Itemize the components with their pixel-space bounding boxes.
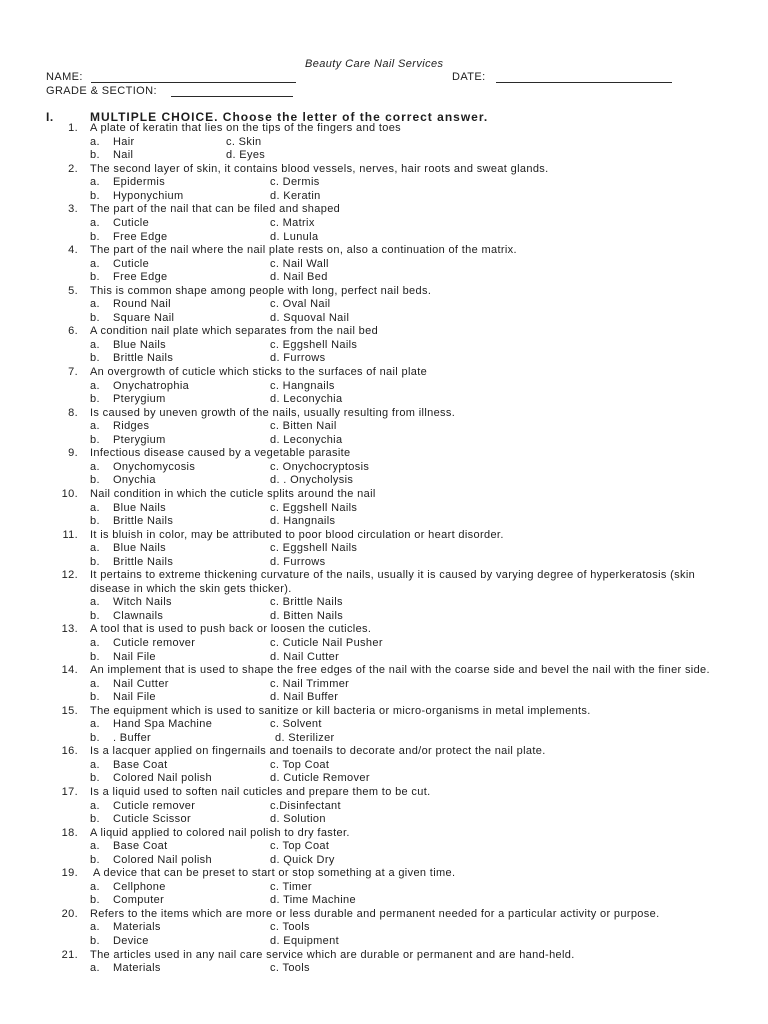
option-row [0,813,768,827]
question-item [0,529,768,570]
question-number: 4. [68,244,78,257]
option-choice: d. Furrows [270,555,326,568]
question-line [0,908,768,922]
option-text: Pterygium [113,393,166,406]
option-letter: b. [90,894,100,907]
question-item [0,745,768,786]
question-item [0,664,768,705]
option-row [0,420,768,434]
option-letter: b. [90,433,100,446]
question-line [0,786,768,800]
option-letter: b. [90,474,100,487]
option-choice: d. Nail Buffer [270,691,339,704]
question-number: 2. [68,162,78,175]
option-choice: c. Tools [270,921,310,934]
option-letter: b. [90,311,100,324]
question-item [0,827,768,868]
question-text: Is a liquid used to soften nail cuticles and prepare them to be cut. [90,785,431,798]
question-text: A plate of keratin that lies on the tips of the fingers and toes [90,122,402,135]
question-number: 6. [68,325,78,338]
option-choice: d. Solution [270,813,326,826]
option-choice: c. Top Coat [270,840,330,853]
option-letter: b. [90,149,100,162]
option-row [0,474,768,488]
question-line [0,529,768,543]
option-row [0,556,768,570]
question-text: An overgrowth of cuticle which sticks to the surfaces of nail plate [90,366,428,379]
option-row [0,935,768,949]
option-choice: c. Eggshell Nails [270,542,358,555]
question-item [0,705,768,746]
option-letter: a. [90,257,100,270]
question-line [0,366,768,380]
question-item [0,488,768,529]
option-letter: a. [90,799,100,812]
option-text: Base Coat [113,840,168,853]
option-letter: a. [90,420,100,433]
question-number: 19. [61,867,78,880]
question-number: 3. [68,203,78,216]
question-text: This is common shape among people with long, perfect nail beds. [90,284,432,297]
option-choice: d. Bitten Nails [270,609,344,622]
option-text: Nail File [113,691,156,704]
question-number: 10. [61,487,78,500]
question-text: The part of the nail where the nail plate rests on, also a continuation of the matrix. [90,244,517,257]
option-choice: d. Furrows [270,352,326,365]
option-row [0,258,768,272]
question-line [0,949,768,963]
option-row [0,596,768,610]
question-number: 1. [68,122,78,135]
option-letter: a. [90,379,100,392]
option-letter: b. [90,853,100,866]
grade-section-label: GRADE & SECTION: [46,85,157,97]
question-text: Is a lacquer applied on fingernails and toenails to decorate and/or protect the nail plate. [90,745,546,758]
option-text: Device [113,935,149,947]
option-text: Brittle Nails [113,555,174,568]
option-text: Clawnails [113,609,164,622]
question-number: 17. [61,785,78,798]
option-letter: b. [90,650,100,663]
section-number: I. [46,109,54,124]
question-text: Is caused by uneven growth of the nails, usually resulting from illness. [90,406,456,419]
question-line [0,488,768,502]
option-row [0,339,768,353]
option-text: Cellphone [113,880,166,893]
option-row [0,881,768,895]
option-text: Computer [113,894,165,907]
question-list [0,122,768,975]
option-row [0,515,768,529]
option-row [0,380,768,394]
option-choice: c. Dermis [270,176,320,189]
option-row [0,393,768,407]
question-number: 5. [68,284,78,297]
option-text: . Buffer [113,731,152,744]
option-letter: b. [90,935,100,947]
option-letter: a. [90,718,100,731]
option-row [0,651,768,665]
option-letter: a. [90,135,100,148]
option-choice: d. Leconychia [270,393,343,406]
option-row [0,461,768,475]
question-item [0,623,768,664]
option-text: Pterygium [113,433,166,446]
option-letter: a. [90,921,100,934]
option-letter: a. [90,962,100,975]
option-letter: a. [90,880,100,893]
question-item [0,407,768,448]
option-text: Cuticle Scissor [113,813,191,826]
option-choice: d. . Onycholysis [270,474,354,487]
option-choice: c. Oval Nail [270,298,331,311]
option-text: Ridges [113,420,150,433]
question-line [0,745,768,759]
option-letter: a. [90,542,100,555]
option-choice: c. Brittle Nails [270,596,343,609]
option-letter: a. [90,217,100,230]
question-line [0,827,768,841]
option-letter: a. [90,176,100,189]
question-item [0,867,768,908]
option-choice: d. Quick Dry [270,853,335,866]
question-number: 14. [61,664,78,677]
option-choice: c. Bitten Nail [270,420,337,433]
question-text: It pertains to extreme thickening curvature of the nails, usually it is caused by varying degree of hyperkeratosis (skin [90,569,696,582]
question-text: A tool that is used to push back or loosen the cuticles. [90,623,372,636]
option-text: Base Coat [113,758,168,771]
option-choice: c. Solvent [270,718,322,731]
option-row [0,312,768,326]
option-letter: a. [90,677,100,690]
option-text: Cuticle [113,257,150,270]
option-row [0,894,768,908]
option-text: Hyponychium [113,189,184,202]
question-item [0,163,768,204]
option-letter: a. [90,636,100,649]
option-text: Materials [113,962,161,975]
option-text: Hair [113,135,135,148]
option-row [0,637,768,651]
option-text: Nail [113,149,134,162]
question-item [0,786,768,827]
question-line [0,623,768,637]
option-row [0,298,768,312]
option-letter: b. [90,772,100,785]
option-row [0,840,768,854]
option-text: Onychia [113,474,156,487]
option-text: Cuticle remover [113,799,196,812]
option-choice: d. Keratin [270,189,321,202]
option-letter: a. [90,460,100,473]
option-text: Onychatrophia [113,379,190,392]
option-row [0,502,768,516]
option-text: Cuticle [113,217,150,230]
option-row [0,190,768,204]
option-row [0,691,768,705]
option-letter: a. [90,501,100,514]
option-choice: c. Tools [270,962,310,975]
option-text: Colored Nail polish [113,772,212,785]
option-letter: b. [90,731,100,744]
option-choice: c. Top Coat [270,758,330,771]
name-blank-line [91,82,296,83]
question-line [0,244,768,258]
date-label: DATE: [452,71,486,83]
option-choice: d. Sterilizer [275,731,335,744]
option-letter: b. [90,609,100,622]
question-line [0,569,768,583]
option-choice: d. Squoval Nail [270,311,350,324]
option-row [0,800,768,814]
option-letter: b. [90,515,100,528]
name-label: NAME: [46,71,83,83]
option-text: Hand Spa Machine [113,718,213,731]
option-row [0,772,768,786]
option-row [0,352,768,366]
option-text: Nail File [113,650,156,663]
question-number: 20. [61,907,78,920]
question-number: 7. [68,366,78,379]
question-item [0,569,768,623]
option-text: Colored Nail polish [113,853,212,866]
option-letter: a. [90,596,100,609]
question-number: 16. [61,745,78,758]
option-text: Brittle Nails [113,352,174,365]
question-text: The articles used in any nail care service which are durable or permanent and are hand-held. [90,948,575,961]
question-line [0,407,768,421]
option-text: Brittle Nails [113,515,174,528]
option-text: Epidermis [113,176,166,189]
option-letter: a. [90,298,100,311]
option-choice: d. Time Machine [270,894,356,907]
option-letter: b. [90,271,100,284]
question-text: The equipment which is used to sanitize or kill bacteria or micro-organisms in metal implements. [90,704,591,717]
option-text: Onychomycosis [113,460,196,473]
option-text: Nail Cutter [113,677,169,690]
question-item [0,285,768,326]
option-choice: c. Eggshell Nails [270,501,358,514]
question-number: 18. [61,826,78,839]
option-choice: d. Leconychia [270,433,343,446]
question-line [0,867,768,881]
question-line [0,583,768,597]
option-choice: c. Nail Trimmer [270,677,350,690]
grade-section-blank-line [171,96,293,97]
question-item [0,203,768,244]
question-text: The part of the nail that can be filed and shaped [90,203,341,216]
option-text: Blue Nails [113,501,167,514]
option-choice: d. Lunula [270,230,319,243]
option-choice: c.Disinfectant [270,799,341,812]
option-row [0,962,768,976]
question-item [0,447,768,488]
option-text: Free Edge [113,230,168,243]
date-blank-line [496,82,672,83]
option-choice: c. Eggshell Nails [270,338,358,351]
section-heading: MULTIPLE CHOICE. Choose the letter of the correct answer. [90,109,489,124]
question-line [0,203,768,217]
option-letter: b. [90,813,100,826]
option-choice: c. Nail Wall [270,257,329,270]
option-choice: c. Cuticle Nail Pusher [270,636,383,649]
question-text: A device that can be preset to start or stop something at a given time. [93,867,456,880]
option-row [0,434,768,448]
option-letter: a. [90,338,100,351]
question-text: It is bluish in color, may be attributed to poor blood circulation or heart disorder. [90,528,504,541]
option-text: Blue Nails [113,338,167,351]
question-text: An implement that is used to shape the free edges of the nail with the coarse side and bevel the nail with the finer side. [90,664,710,677]
question-item [0,366,768,407]
question-number: 8. [68,406,78,419]
question-line [0,163,768,177]
question-text: The second layer of skin, it contains blood vessels, nerves, hair roots and sweat glands. [90,162,549,175]
question-item [0,325,768,366]
question-line [0,705,768,719]
option-row [0,217,768,231]
question-number: 11. [62,528,78,541]
option-row [0,610,768,624]
option-text: Free Edge [113,271,168,284]
option-row [0,759,768,773]
question-item [0,908,768,949]
option-choice: d. Hangnails [270,515,336,528]
option-row [0,854,768,868]
question-number: 9. [68,447,78,460]
option-row [0,136,768,150]
option-text: Materials [113,921,161,934]
worksheet-title: Beauty Care Nail Services [305,58,444,70]
question-item [0,244,768,285]
option-text: Witch Nails [113,596,172,609]
option-text: Square Nail [113,311,175,324]
option-row [0,231,768,245]
option-letter: b. [90,555,100,568]
question-number: 15. [61,704,78,717]
question-line [0,325,768,339]
question-line [0,285,768,299]
question-item [0,122,768,163]
option-row [0,271,768,285]
question-item [0,949,768,976]
option-choice: d. Cuticle Remover [270,772,370,785]
question-text: Nail condition in which the cuticle splits around the nail [90,487,376,500]
option-row [0,718,768,732]
question-line [0,122,768,136]
option-letter: b. [90,393,100,406]
question-number: 13. [61,623,78,636]
option-row [0,149,768,163]
question-text: Refers to the items which are more or less durable and permanent needed for a particular activity or purpose. [90,907,660,920]
option-text: Cuticle remover [113,636,196,649]
option-letter: b. [90,691,100,704]
option-row [0,921,768,935]
question-text: A condition nail plate which separates from the nail bed [90,325,379,338]
option-letter: a. [90,840,100,853]
option-letter: b. [90,352,100,365]
option-choice: d. Equipment [270,935,340,947]
question-number: 12. [61,569,78,582]
option-choice: c. Timer [270,880,312,893]
option-choice: d. Nail Cutter [270,650,340,663]
option-choice: c. Onychocryptosis [270,460,370,473]
option-row [0,678,768,692]
question-line [0,664,768,678]
option-choice: c. Skin [226,135,262,148]
question-number: 21. [61,948,78,961]
option-letter: b. [90,230,100,243]
option-choice: c. Hangnails [270,379,335,392]
option-row [0,732,768,746]
option-row [0,542,768,556]
question-text: A liquid applied to colored nail polish to dry faster. [90,826,350,839]
option-letter: b. [90,189,100,202]
option-choice: d. Eyes [226,149,266,162]
option-text: Round Nail [113,298,171,311]
option-row [0,176,768,190]
option-choice: c. Matrix [270,217,315,230]
option-letter: a. [90,758,100,771]
question-line [0,447,768,461]
question-text: Infectious disease caused by a vegetable parasite [90,447,351,460]
option-choice: d. Nail Bed [270,271,328,284]
question-text: disease in which the skin gets thicker). [90,582,292,595]
option-text: Blue Nails [113,542,167,555]
